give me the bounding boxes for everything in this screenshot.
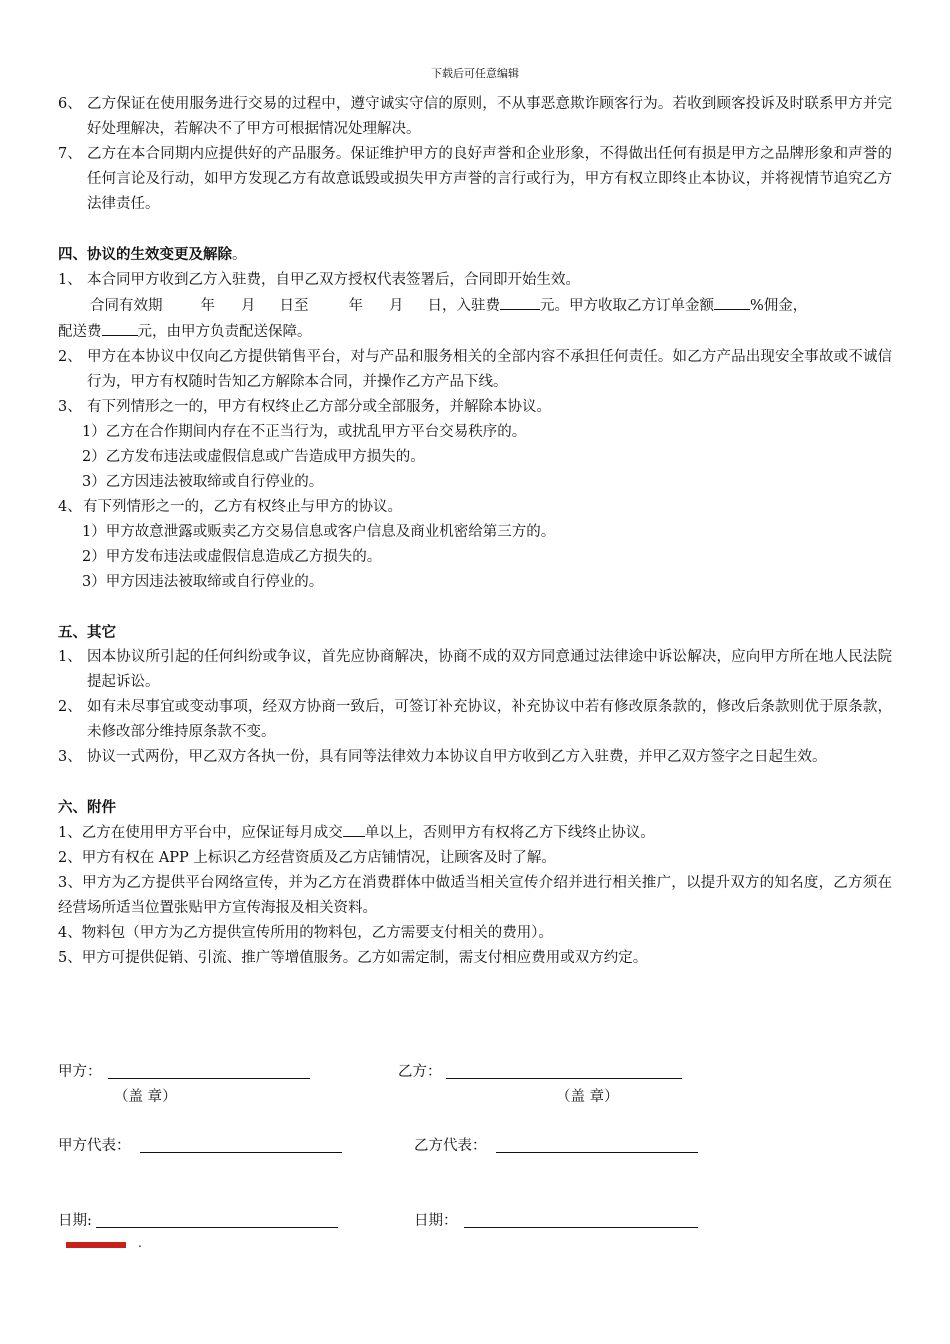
term-month: 月 — [389, 298, 404, 314]
clause-text: 有下列情形之一的，乙方有权终止与甲方的协议。 — [83, 499, 402, 515]
clause-text: 协议一式两份，甲乙双方各执一份，具有同等法律效力本协议自甲方收到乙方入驻费，并甲乙双方签字之日起生效。 — [87, 749, 827, 765]
clause-5-2 — [58, 695, 892, 745]
clause-text: 甲方在本协议中仅向乙方提供销售平台，对与产品和服务相关的全部内容不承担任何责任。如乙方产品出现安全事故或不诚信行为，甲方有权随时告知乙方解除本合同，并操作乙方产品下线。 — [87, 349, 892, 390]
clause-number: 1、 — [58, 649, 82, 665]
page-header: 下载后可任意编辑 — [431, 67, 519, 80]
sub-clause: 1）甲方故意泄露或贩卖乙方交易信息或客户信息及商业机密给第三方的。 — [82, 524, 556, 540]
party-b-date-line[interactable] — [464, 1227, 698, 1228]
clause-3-7 — [58, 142, 892, 217]
clause-number: 3、 — [58, 749, 82, 765]
sub-clause: 2）乙方发布违法或虚假信息或广告造成甲方损失的。 — [82, 449, 425, 465]
appendix-text: 单以上，否则甲方有权将乙方下线终止协议。 — [364, 825, 655, 841]
clause-text: 乙方保证在使用服务进行交易的过程中，遵守诚实守信的原则，不从事恶意欺诈顾客行为。若收到顾客投诉及时联系甲方并完好处理解决，若解决不了甲方可根据情况处理解决。 — [87, 96, 892, 137]
party-b-label: 乙方： — [398, 1064, 442, 1080]
appendix-item-5: 5、甲方可提供促销、引流、推广等增值服务。乙方如需定制，需支付相应费用或双方约定。 — [58, 950, 648, 966]
term-day-to: 日至 — [279, 298, 309, 314]
delivery-fee-label: 配送费 — [58, 324, 102, 340]
clause-number: 7、 — [58, 146, 82, 162]
footer-red-bar — [66, 1242, 126, 1248]
order-count-blank[interactable] — [343, 820, 365, 837]
clause-4-4 — [58, 495, 892, 520]
party-b-signature-line[interactable] — [446, 1078, 682, 1079]
appendix-item-3: 3、甲方为乙方提供平台网络宣传，并为乙方在消费群体中做适当相关宣传介绍并进行相关推广，以提升双方的知名度，乙方须在经营场所适当位置张贴甲方宣传海报及相关资料。 — [58, 875, 892, 916]
sub-clause: 3）乙方因违法被取缔或自行停业的。 — [82, 474, 324, 490]
party-a-signature-line[interactable] — [108, 1078, 310, 1079]
party-a-label: 甲方： — [58, 1064, 102, 1080]
appendix-item-4: 4、物料包（甲方为乙方提供宣传所用的物料包，乙方需要支付相关的费用）。 — [58, 925, 553, 941]
term-line — [58, 293, 892, 319]
party-a-date-line[interactable] — [96, 1227, 338, 1228]
party-a-rep-line[interactable] — [140, 1152, 342, 1153]
clause-text: 乙方在本合同期内应提供好的产品服务。保证维护甲方的良好声誉和企业形象，不得做出任何有损是甲方之品牌形象和声誉的任何言论及行动，如甲方发现乙方有故意诋毁或损失甲方声誉的言行或行为，甲方有权立即终止本协议，并将视情节追究乙方法律责任。 — [87, 146, 892, 212]
delivery-fee-blank[interactable] — [102, 319, 138, 336]
clause-5-3 — [58, 745, 892, 770]
delivery-fee-text: 元，由甲方负责配送保障。 — [137, 324, 312, 340]
party-a-seal-label: （盖 章） — [114, 1089, 177, 1105]
term-line-2 — [58, 319, 892, 345]
section-title: 四、协议的生效变更及解除 — [58, 246, 232, 263]
clause-text: 因本协议所引起的任何纠纷或争议，首先应协商解决，协商不成的双方同意通过法律途中诉讼解决，应向甲方所在地人民法院提起诉讼。 — [87, 649, 892, 690]
fee-blank[interactable] — [500, 293, 540, 310]
appendix-item-2: 2、甲方有权在 APP 上标识乙方经营资质及乙方店铺情况，让顾客及时了解。 — [58, 850, 556, 866]
party-b-date-label: 日期： — [414, 1213, 458, 1229]
document-body — [58, 92, 892, 971]
footer-dot: . — [138, 1236, 142, 1250]
section-6-heading: 六、附件 — [58, 799, 116, 816]
clause-number: 1、 — [58, 272, 82, 288]
sub-clause: 2）甲方发布违法或虚假信息造成乙方损失的。 — [82, 549, 382, 565]
term-commission-label: 元。甲方收取乙方订单金额 — [540, 298, 714, 314]
clause-4-1 — [58, 268, 892, 293]
term-month: 月 — [241, 298, 256, 314]
term-label: 合同有效期 — [90, 298, 163, 314]
section-5-heading: 五、其它 — [58, 624, 116, 641]
sub-clause: 1）乙方在合作期间内存在不正当行为，或扰乱甲方平台交易秩序的。 — [82, 424, 527, 440]
section-4-heading — [58, 242, 892, 268]
section-title-tail: 。 — [232, 247, 247, 263]
clause-number: 6、 — [58, 96, 82, 112]
appendix-item-1 — [58, 820, 892, 846]
clause-number: 2、 — [58, 699, 82, 715]
party-a-rep-label: 甲方代表： — [58, 1138, 131, 1154]
commission-blank[interactable] — [714, 293, 750, 310]
clause-text: 有下列情形之一的，甲方有权终止乙方部分或全部服务，并解除本协议。 — [87, 399, 551, 415]
clause-number: 2、 — [58, 349, 82, 365]
clause-4-3 — [58, 395, 892, 420]
term-year: 年 — [348, 298, 363, 314]
clause-text: 本合同甲方收到乙方入驻费，自甲乙双方授权代表签署后，合同即开始生效。 — [87, 272, 580, 288]
clause-3-6 — [58, 92, 892, 142]
clause-text: 如有未尽事宜或变动事项，经双方协商一致后，可签订补充协议，补充协议中若有修改原条款的，修改后条款则优于原条款，未修改部分维持原条款不变。 — [87, 699, 892, 740]
term-year: 年 — [200, 298, 215, 314]
party-b-rep-label: 乙方代表： — [414, 1138, 487, 1154]
term-commission-unit: %佣金， — [750, 298, 808, 314]
appendix-text: 1、乙方在使用甲方平台中，应保证每月成交 — [58, 825, 343, 841]
clause-number: 3、 — [58, 399, 82, 415]
clause-5-1 — [58, 645, 892, 695]
sub-clause: 3）甲方因违法被取缔或自行停业的。 — [82, 574, 324, 590]
clause-number: 4、 — [58, 499, 82, 515]
clause-4-2 — [58, 345, 892, 395]
party-a-date-label: 日期: — [58, 1213, 92, 1229]
party-b-seal-label: （盖 章） — [556, 1089, 619, 1105]
term-fee-label: 日，入驻费 — [427, 298, 500, 314]
party-b-rep-line[interactable] — [496, 1152, 698, 1153]
